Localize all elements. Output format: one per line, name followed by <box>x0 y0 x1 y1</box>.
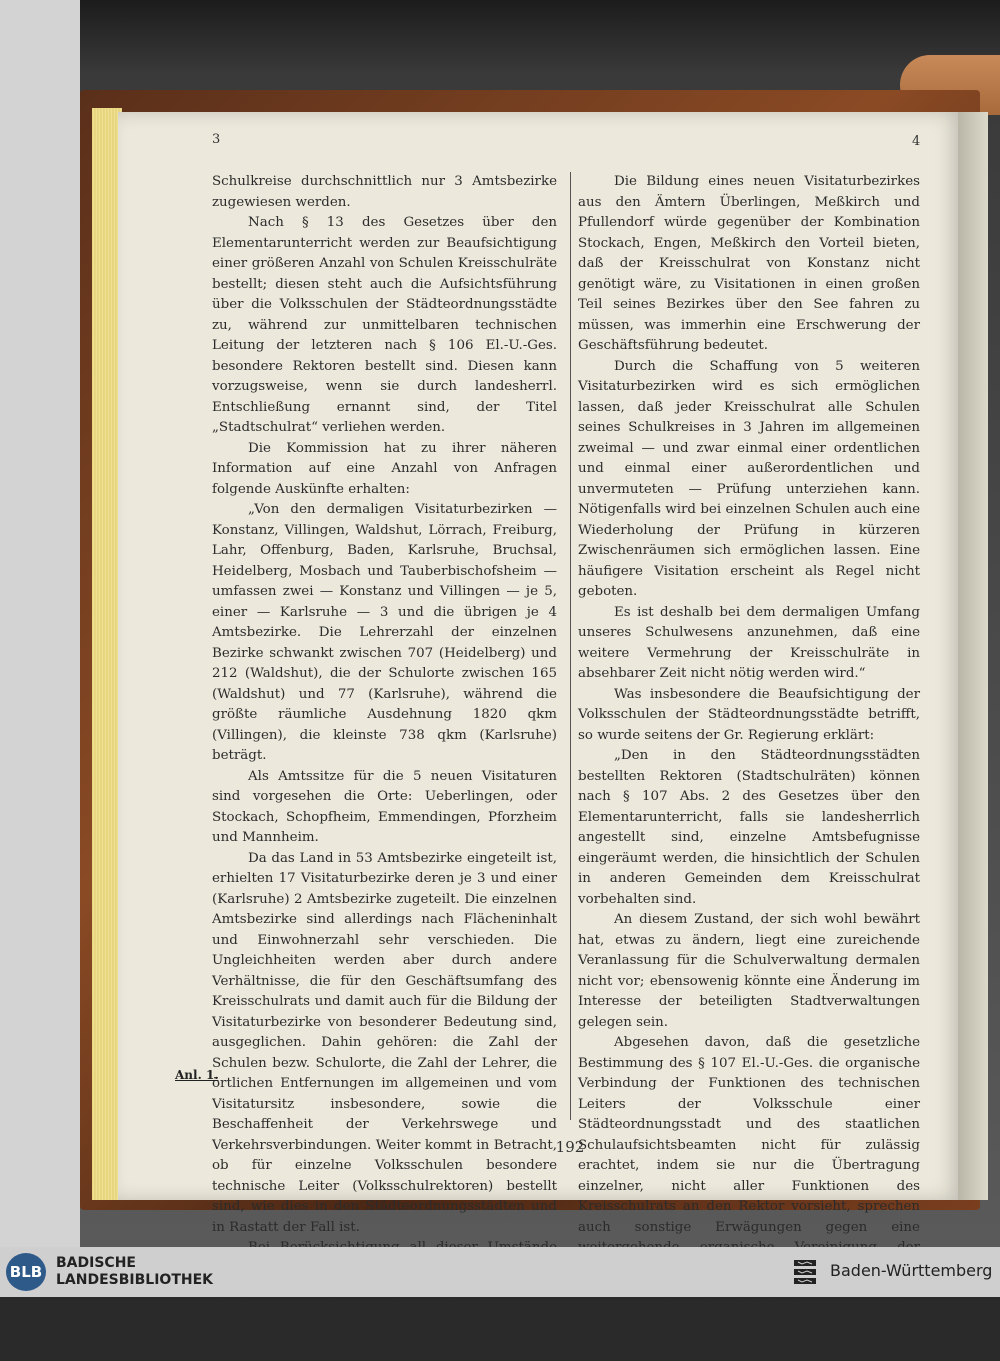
footer-bar <box>0 1247 1000 1297</box>
paragraph: Da das Land in 53 Amtsbezirke eingeteilt ist, erhielten 17 Visitaturbezirke deren je 3 und einer (Karlsruhe) 2 Amtsbezirke zugeteilt. Die einzelnen Amtsbezirke sind allerdings nach Flächeninhalt und Einwohnerzahl sehr verschieden. Die Ungleichheiten werden aber durch andere Verhältnisse, die für den Geschäftsumfang des Kreisschulrats und damit auch für die Bildung der Visitaturbezirke von besonderer Bedeutung sind, ausgeglichen. Dahin gehören: die Zahl der Schulen bezw. Schulorte, die Zahl der Lehrer, die örtlichen Entfernungen im allgemeinen und vom Visitatursitz insbesondere, sowie die Beschaffenheit der Verkehrswege und Verkehrsverbindungen. Weiter kommt in Betracht, ob für einzelne Volksschulen besondere technische Leiter (Volksschulrektoren) bestellt sind, wie dies in den Städteordnungsstädten und in Rastatt der Fall ist. <box>212 850 557 1235</box>
right-column <box>578 172 920 1361</box>
paragraph: Was insbesondere die Beaufsichtigung der Volksschulen der Städteordnungsstädte betrifft, so wurde seitens der Gr. Regierung erklärt: <box>578 686 920 743</box>
folio-number: 192 <box>555 1138 585 1156</box>
margin-note: Anl. 1. <box>175 1068 219 1082</box>
library-name[interactable] <box>56 1255 213 1289</box>
paragraph: Nach § 13 des Gesetzes über den Elementarunterricht werden zur Beaufsichtigung einer größeren Anzahl von Schulen Kreisschulräte bestellt; diesen steht auch die Aufsichtsführung über die Volksschulen der Städteordnungsstädte zu, während zur unmittelbaren technischen Leitung der letzteren nach § 106 El.-U.-Ges. besondere Rektoren bestellt sind. Diesen kann vorzugsweise, wenn sie durch landesherrl. Entschließung ernannt sind, der Titel „Stadtschulrat“ verliehen werden. <box>212 215 557 435</box>
column-divider <box>570 172 571 1120</box>
paragraph: „Den in den Städteordnungsstädten bestellten Rektoren (Stadtschulräten) können nach § 107 Abs. 2 des Gesetzes über den Elementarunterricht, falls sie landesherrlich angestellt sind, einzelne Amtsbefugnisse eingeräumt werden, die hinsichtlich der Schulen in anderen Gemeinden dem Kreisschulrat vorbehalten sind. <box>578 748 920 907</box>
paragraph: Schulkreise durchschnittlich nur 3 Amtsbezirke zugewiesen werden. <box>212 174 557 210</box>
paragraph: ernannt wird und rechtlich als ein Organ der staatlichen Schulaufsicht sich darstellt, tatsächlich doch nach mancher Richtung <box>578 1301 920 1358</box>
left-column <box>212 172 557 1341</box>
paragraph: gleiche Geschäftslast für die einzelnen Visitaturen ergeben. <box>212 1301 557 1337</box>
page-right-edge <box>958 112 988 1200</box>
scan-margin <box>0 0 80 1247</box>
state-lions-icon <box>790 1256 820 1288</box>
blb-logo-icon[interactable] <box>6 1253 46 1291</box>
left-page-number: 3 <box>212 132 221 147</box>
paragraph: Durch die Schaffung von 5 weiteren Visitaturbezirken wird es sich ermöglichen lassen, daß jeder Kreisschulrat alle Schulen seines Schulkreises in 3 Jahren im allgemeinen zweimal — und zwar einmal einer ordentlichen und einmal einer außerordentlichen und unvermuteten — Prüfung unterziehen kann. Nötigenfalls wird bei einzelnen Schulen auch eine Wiederholung der Prüfung in kürzeren Zwischenräumen sich ermöglichen lassen. Eine häufigere Visitation erscheint als Regel nicht geboten. <box>578 358 920 599</box>
paragraph: Abgesehen davon, daß die gesetzliche Bestimmung des § 107 El.-U.-Ges. die organische Verbindung der Funktionen des technischen Leiters der Volksschule einer Städteordnungsstadt und des staatlichen Schulaufsichtsbeamten nicht für zulässig erachtet, indem sie nur die Übertragung einzelner, nicht aller Funktionen des Kreisschulrats an den Rektor vorsieht, sprechen auch sonstige Erwägungen gegen eine <box>578 1035 920 1235</box>
library-name-line1: BADISCHE <box>56 1255 136 1271</box>
paragraph: „Von den dermaligen Visitaturbezirken — Konstanz, Villingen, Waldshut, Lörrach, Freiburg, Lahr, Offenburg, Baden, Karlsruhe, Bruchsal, Heidelberg, Mosbach und Tauberbischofsheim — umfassen zwei — Konstanz und Villingen — je 5, einer — Karlsruhe — 3 und die übrigen je 4 Amtsbezirke. Die Lehrerzahl der einzelnen Bezirke schwankt zwischen 707 (Heidelberg) und 212 (Waldshut), die der Schulorte zwischen 165 (Waldshut) und 77 (Karlsruhe), während die größte räumliche Ausdehnung 1820 qkm (Villingen), die kleinste 738 qkm (Karlsruhe) beträgt. <box>212 502 557 763</box>
state-name[interactable]: Baden-Württemberg <box>830 1261 993 1280</box>
paragraph: Als Amtssitze für die 5 neuen Visitaturen sind vorgesehen die Orte: Ueberlingen, oder Stockach, Schopfheim, Emmendingen, Pforzheim und Mannheim. <box>212 768 557 845</box>
right-page-number: 4 <box>912 134 921 149</box>
blb-logo-text: BLB <box>9 1263 43 1281</box>
library-name-line2: LANDESBIBLIOTHEK <box>56 1272 214 1288</box>
paragraph: Die Kommission hat zu ihrer näheren Information auf eine Anzahl von Anfragen folgende Auskünfte erhalten: <box>212 440 557 497</box>
paragraph: Es ist deshalb bei dem dermaligen Umfang unseres Schulwesens anzunehmen, daß eine weitere Vermehrung der Kreisschulräte in absehbarer Zeit nicht nötig werden wird.“ <box>578 604 920 681</box>
paragraph: Die Bildung eines neuen Visitaturbezirkes aus den Ämtern Überlingen, Meßkirch und Pfullendorf würde gegenüber der Kombination Stockach, Engen, Meßkirch den Vorteil bieten, daß der Kreisschulrat von Konstanz nicht genötigt wäre, zu Visitationen in einen großen Teil seines Bezirkes über den See fahren zu müssen, was immerhin eine Erschwerung der Geschäftsführung bedeutet. <box>578 174 920 353</box>
paragraph: An diesem Zustand, der sich wohl bewährt hat, etwas zu ändern, liegt eine zureichende Veranlassung für die Schulverwaltung dermalen nicht vor; ebensowenig könnte eine Änderung im Interesse der beteiligten Stadtverwaltungen gelegen sein. <box>578 912 920 1030</box>
